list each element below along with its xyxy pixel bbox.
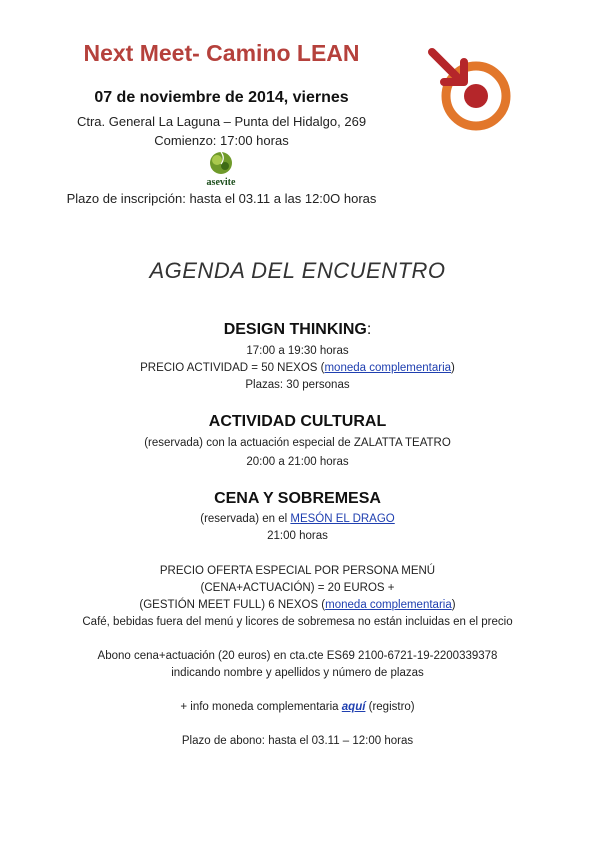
meson-el-drago-link[interactable]: MESÓN EL DRAGO	[290, 513, 395, 525]
svg-text:asevite: asevite	[206, 177, 236, 188]
offer-line-3-suffix: )	[451, 599, 456, 611]
design-thinking-heading	[0, 321, 595, 339]
asevite-logo	[200, 150, 242, 190]
design-thinking-heading-text: DESIGN THINKING	[223, 321, 367, 338]
cultural-heading: ACTIVIDAD CULTURAL	[208, 413, 387, 430]
price-prefix: PRECIO ACTIVIDAD = 50 NEXOS (	[140, 362, 325, 374]
page-title: Next Meet- Camino LEAN	[83, 40, 360, 66]
camino-lean-logo	[426, 44, 516, 134]
event-start-time: Comienzo: 17:00 horas	[154, 133, 289, 148]
agenda-title: AGENDA DEL ENCUENTRO	[149, 258, 446, 283]
cena-desc-prefix: (reservada) en el	[200, 513, 291, 525]
price-note: Café, bebidas fuera del menú y licores de sobremesa no están incluidas en el precio	[82, 616, 513, 628]
cultural-description: (reservada) con la actuación especial de ZALATTA TEATRO	[144, 437, 451, 449]
payment-deadline: Plazo de abono: hasta el 03.11 – 12:00 horas	[181, 735, 414, 747]
offer-line-1: PRECIO OFERTA ESPECIAL POR PERSONA MENÚ	[159, 565, 436, 577]
cena-time: 21:00 horas	[267, 530, 328, 542]
payment-instructions-line: indicando nombre y apellidos y número de plazas	[171, 667, 424, 679]
design-thinking-price	[0, 362, 595, 374]
moneda-complementaria-link-2[interactable]: moneda complementaria	[325, 599, 452, 611]
design-thinking-time: 17:00 a 19:30 horas	[246, 345, 349, 357]
moneda-complementaria-link[interactable]: moneda complementaria	[324, 362, 452, 374]
event-date: 07 de noviembre de 2014, viernes	[94, 89, 349, 106]
cena-heading: CENA Y SOBREMESA	[214, 490, 381, 507]
more-info-line	[0, 701, 595, 713]
price-suffix: )	[451, 362, 455, 374]
cena-description	[0, 513, 595, 525]
cultural-time: 20:00 a 21:00 horas	[246, 456, 349, 468]
heading-colon: :	[366, 321, 372, 338]
design-thinking-places: Plazas: 30 personas	[245, 379, 350, 391]
info-suffix: (registro)	[365, 701, 415, 713]
offer-line-3-prefix: (GESTIÓN MEET FULL) 6 NEXOS (	[139, 599, 326, 611]
info-prefix: + info moneda complementaria	[180, 701, 342, 713]
event-address: Ctra. General La Laguna – Punta del Hidalgo, 269	[76, 114, 367, 129]
offer-line-3	[0, 599, 595, 611]
payment-account-line: Abono cena+actuación (20 euros) en cta.cte ES69 2100-6721-19-2200339378	[97, 650, 498, 662]
offer-line-2: (CENA+ACTUACIÓN) = 20 EUROS +	[200, 582, 395, 594]
registration-deadline: Plazo de inscripción: hasta el 03.11 a las 12:0O horas	[66, 191, 377, 206]
aqui-link[interactable]: aquí	[341, 701, 366, 713]
